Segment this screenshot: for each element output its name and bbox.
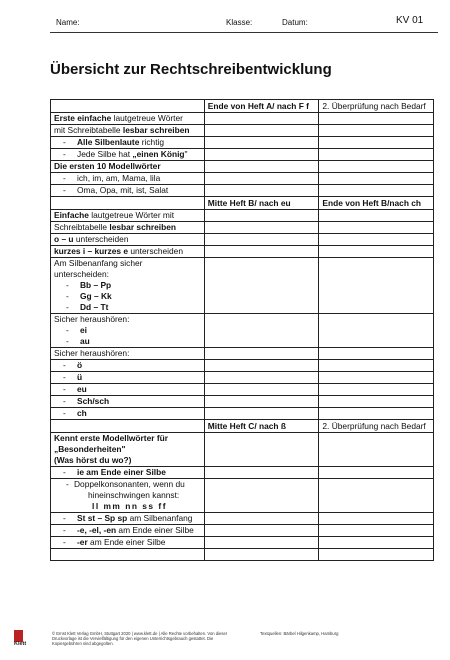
- table-row: [51, 479, 434, 513]
- criterion-cell: - Oma, Opa, mit, ist, Salat: [51, 185, 205, 197]
- criterion-cell: - Alle Silbenlaute richtig: [51, 137, 205, 149]
- table-row: [51, 360, 434, 372]
- check-cell[interactable]: [319, 549, 434, 561]
- pair-dt: Dd – Tt: [80, 302, 109, 312]
- criterion-cell: kurzes i – kurzes e unterscheiden: [51, 246, 205, 258]
- check-cell[interactable]: [319, 467, 434, 479]
- copyright-text: © Ernst Klett Verlag GmbH, Stuttgart 2020 | www.klett.de | Alle Rechte vorbehalten. Von dieser Druckvorlage ist die Vervielfältigung für den eigenen Unterrichtsgebrauch gestattet. Die Kopiergebühren sind abgegolten.: [52, 631, 228, 646]
- table-row: [51, 246, 434, 258]
- pair-bp: Bb – Pp: [80, 280, 112, 290]
- check-cell[interactable]: [319, 372, 434, 384]
- table-row: [51, 549, 434, 561]
- check-cell[interactable]: [319, 479, 434, 513]
- table-row: [51, 537, 434, 549]
- table-row: [51, 222, 434, 234]
- check-cell[interactable]: [319, 185, 434, 197]
- table-row: [51, 234, 434, 246]
- check-cell[interactable]: [319, 137, 434, 149]
- table-row: [51, 137, 434, 149]
- check-cell[interactable]: [319, 314, 434, 348]
- check-cell[interactable]: [204, 433, 319, 467]
- criterion-cell: - ich, im, am, Mama, lila: [51, 173, 205, 185]
- check-cell[interactable]: [319, 113, 434, 125]
- criterion-cell: - Jede Silbe hat „einen König": [51, 149, 205, 161]
- check-cell[interactable]: [204, 137, 319, 149]
- section3-header-empty: [51, 420, 205, 433]
- section3-col3-header: 2. Überprüfung nach Bedarf: [319, 420, 434, 433]
- criterion-cell: - -er am Ende einer Silbe: [51, 537, 205, 549]
- page-title: Übersicht zur Rechtschreibentwicklung: [50, 61, 332, 78]
- check-cell[interactable]: [319, 537, 434, 549]
- check-cell[interactable]: [204, 467, 319, 479]
- criterion-cell: Sicher heraushören:: [51, 348, 205, 360]
- criterion-cell: Die ersten 10 Modellwörter: [51, 161, 205, 173]
- criterion-cell: Sicher heraushören: - ei - au: [51, 314, 205, 348]
- check-cell[interactable]: [319, 258, 434, 314]
- check-cell[interactable]: [319, 360, 434, 372]
- check-cell[interactable]: [319, 408, 434, 420]
- check-cell[interactable]: [204, 314, 319, 348]
- check-cell[interactable]: [319, 234, 434, 246]
- check-cell[interactable]: [204, 149, 319, 161]
- check-cell[interactable]: [319, 161, 434, 173]
- empty-criterion-cell[interactable]: [51, 549, 205, 561]
- table-row: [51, 467, 434, 479]
- check-cell[interactable]: [319, 210, 434, 222]
- table-row: [51, 173, 434, 185]
- check-cell[interactable]: [204, 234, 319, 246]
- check-cell[interactable]: [319, 384, 434, 396]
- table-row: [51, 185, 434, 197]
- criterion-cell: - ö: [51, 360, 205, 372]
- table-row: [51, 125, 434, 137]
- section2-col2-header: Mitte Heft B/ nach eu: [204, 197, 319, 210]
- check-cell[interactable]: [319, 396, 434, 408]
- criterion-cell: Erste einfache lautgetreue Wörter: [51, 113, 205, 125]
- criterion-cell: - Doppelkonsonanten, wenn du hineinschwingen kannst: ll mm nn ss ff: [51, 479, 205, 513]
- klett-logo: [14, 630, 36, 650]
- criterion-cell: - ü: [51, 372, 205, 384]
- table-row: [51, 408, 434, 420]
- check-cell[interactable]: [204, 537, 319, 549]
- criterion-cell: o – u unterscheiden: [51, 234, 205, 246]
- check-cell[interactable]: [204, 185, 319, 197]
- sheet-id: KV 01: [396, 15, 424, 26]
- assessment-table: [50, 99, 434, 561]
- criterion-cell: mit Schreibtabelle lesbar schreiben: [51, 125, 205, 137]
- check-cell[interactable]: [319, 222, 434, 234]
- check-cell[interactable]: [204, 360, 319, 372]
- pair-gk: Gg – Kk: [80, 291, 112, 301]
- criterion-cell: - eu: [51, 384, 205, 396]
- criterion-cell: - -e, -el, -en am Ende einer Silbe: [51, 525, 205, 537]
- footer: [14, 630, 438, 650]
- check-cell[interactable]: [204, 125, 319, 137]
- criterion-cell: - ch: [51, 408, 205, 420]
- table-row: [51, 258, 434, 314]
- table-row: [51, 210, 434, 222]
- section2-col3-header: Ende von Heft B/nach ch: [319, 197, 434, 210]
- criterion-cell: Kennt erste Modellwörter für „Besonderheiten" (Was hörst du wo?): [51, 433, 205, 467]
- check-cell[interactable]: [204, 113, 319, 125]
- section1-header-empty: [51, 100, 205, 113]
- check-cell[interactable]: [204, 513, 319, 525]
- table-row: [51, 348, 434, 360]
- check-cell[interactable]: [204, 396, 319, 408]
- criterion-cell: Am Silbenanfang sicher unterscheiden: - Bb – Pp - Gg – Kk - Dd – Tt: [51, 258, 205, 314]
- table-row: [51, 396, 434, 408]
- klett-logo-text: Klett: [14, 641, 27, 647]
- criterion-cell: - Sch/sch: [51, 396, 205, 408]
- check-cell[interactable]: [204, 210, 319, 222]
- criterion-cell: - St st – Sp sp am Silbenanfang: [51, 513, 205, 525]
- check-cell[interactable]: [204, 173, 319, 185]
- check-cell[interactable]: [319, 525, 434, 537]
- datum-label: Datum:: [282, 18, 308, 27]
- criterion-cell: Schreibtabelle lesbar schreiben: [51, 222, 205, 234]
- section2-header-empty: [51, 197, 205, 210]
- check-cell[interactable]: [204, 479, 319, 513]
- section3-col2-header: Mitte Heft C/ nach ß: [204, 420, 319, 433]
- sound-ei: ei: [80, 325, 87, 335]
- check-cell[interactable]: [204, 161, 319, 173]
- section1-col2-header: Ende von Heft A/ nach F f: [204, 100, 319, 113]
- check-cell[interactable]: [319, 246, 434, 258]
- table-row: [51, 149, 434, 161]
- check-cell[interactable]: [204, 372, 319, 384]
- table-row: [51, 372, 434, 384]
- name-label: Name:: [56, 18, 80, 27]
- check-cell[interactable]: [204, 258, 319, 314]
- table-row: [51, 314, 434, 348]
- check-cell[interactable]: [204, 525, 319, 537]
- table-row: [51, 384, 434, 396]
- check-cell[interactable]: [204, 384, 319, 396]
- table-row: [51, 161, 434, 173]
- section2-header-row: [51, 197, 434, 210]
- check-cell[interactable]: [204, 246, 319, 258]
- worksheet-header: [50, 14, 438, 33]
- sound-au: au: [80, 336, 90, 346]
- check-cell[interactable]: [319, 149, 434, 161]
- table-row: [51, 525, 434, 537]
- text-source: Textquellen: Bärbel Hilgenkamp, Hamburg: [260, 631, 339, 636]
- check-cell[interactable]: [319, 173, 434, 185]
- table-row: [51, 113, 434, 125]
- table-row: [51, 433, 434, 467]
- check-cell[interactable]: [319, 433, 434, 467]
- check-cell[interactable]: [204, 408, 319, 420]
- table-row: [51, 513, 434, 525]
- check-cell[interactable]: [204, 222, 319, 234]
- check-cell[interactable]: [204, 549, 319, 561]
- check-cell[interactable]: [319, 513, 434, 525]
- klasse-label: Klasse:: [226, 18, 253, 27]
- section3-header-row: [51, 420, 434, 433]
- criterion-cell: - ie am Ende einer Silbe: [51, 467, 205, 479]
- check-cell[interactable]: [204, 348, 319, 360]
- section1-col3-header: 2. Überprüfung nach Bedarf: [319, 100, 434, 113]
- criterion-cell: Einfache lautgetreue Wörter mit: [51, 210, 205, 222]
- check-cell[interactable]: [319, 125, 434, 137]
- check-cell[interactable]: [319, 348, 434, 360]
- section1-header-row: [51, 100, 434, 113]
